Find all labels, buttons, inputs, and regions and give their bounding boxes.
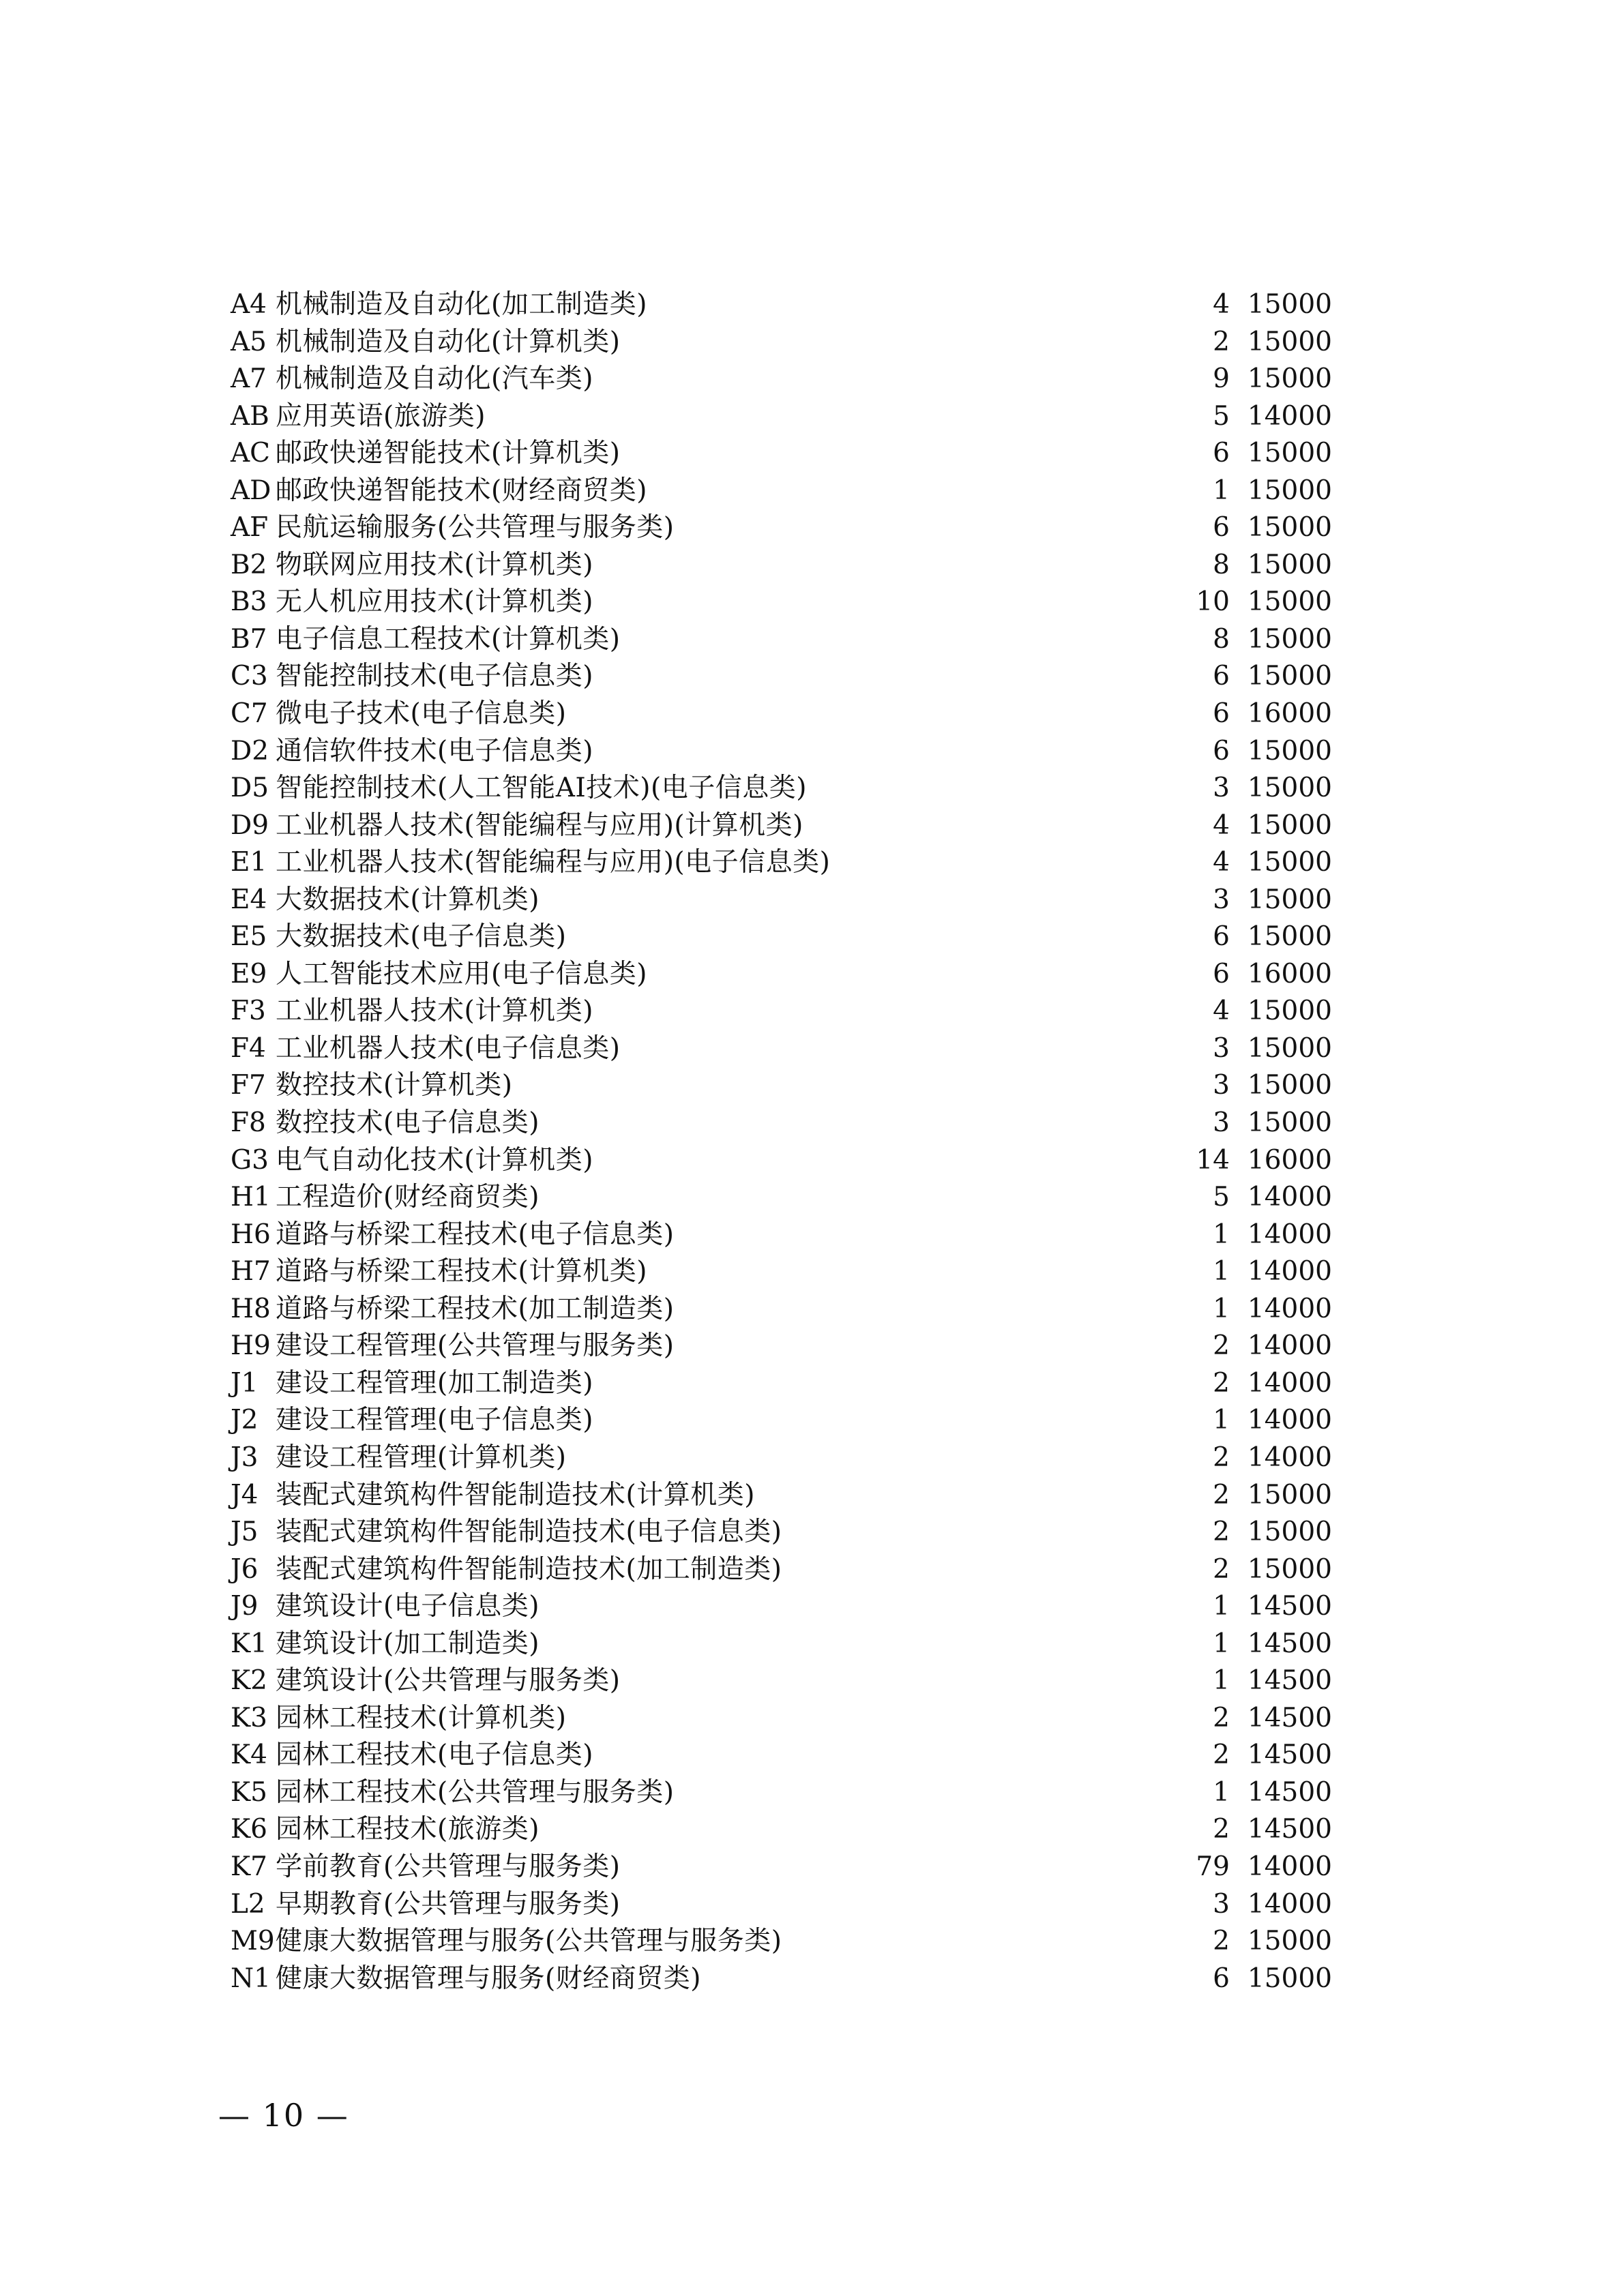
program-name: 建设工程管理(加工制造类) bbox=[276, 1367, 593, 1399]
program-name: 园林工程技术(计算机类) bbox=[276, 1702, 567, 1733]
program-code: B3 bbox=[231, 586, 267, 618]
enrollment-count: 5 bbox=[1213, 400, 1230, 432]
enrollment-count: 6 bbox=[1213, 512, 1230, 543]
program-name: 工业机器人技术(电子信息类) bbox=[276, 1032, 621, 1064]
program-code: AB bbox=[231, 400, 269, 432]
tuition-fee: 14000 bbox=[1247, 1330, 1332, 1362]
table-row bbox=[231, 1179, 1332, 1217]
program-name: 工业机器人技术(智能编程与应用)(电子信息类) bbox=[276, 847, 831, 878]
table-row bbox=[231, 398, 1332, 436]
tuition-fee: 15000 bbox=[1247, 586, 1332, 618]
table-row bbox=[231, 1700, 1332, 1738]
program-name: 园林工程技术(旅游类) bbox=[276, 1814, 540, 1845]
program-name: 道路与桥梁工程技术(计算机类) bbox=[276, 1256, 647, 1287]
program-code: AD bbox=[231, 475, 271, 506]
table-row bbox=[231, 807, 1332, 845]
program-code: N1 bbox=[231, 1963, 271, 1994]
table-row bbox=[231, 1514, 1332, 1551]
enrollment-count: 8 bbox=[1213, 623, 1230, 655]
table-row bbox=[231, 1588, 1332, 1626]
tuition-fee: 15000 bbox=[1247, 438, 1332, 469]
table-row bbox=[231, 733, 1332, 771]
tuition-fee: 15000 bbox=[1247, 1553, 1332, 1585]
tuition-fee: 15000 bbox=[1247, 809, 1332, 841]
program-name: 工程造价(财经商贸类) bbox=[276, 1182, 540, 1213]
table-row bbox=[231, 286, 1332, 324]
table-row bbox=[231, 993, 1332, 1030]
program-code: J6 bbox=[231, 1553, 259, 1585]
enrollment-count: 8 bbox=[1213, 549, 1230, 580]
program-name: 建设工程管理(电子信息类) bbox=[276, 1405, 593, 1436]
enrollment-count: 2 bbox=[1213, 1330, 1230, 1362]
table-row bbox=[231, 621, 1332, 659]
tuition-fee: 14500 bbox=[1247, 1740, 1332, 1771]
enrollment-count: 6 bbox=[1213, 1963, 1230, 1994]
program-code: J4 bbox=[231, 1479, 259, 1510]
program-name: 建设工程管理(计算机类) bbox=[276, 1442, 567, 1473]
tuition-fee: 14000 bbox=[1247, 400, 1332, 432]
table-row bbox=[231, 361, 1332, 398]
program-name: 无人机应用技术(计算机类) bbox=[276, 586, 593, 618]
enrollment-count: 6 bbox=[1213, 438, 1230, 469]
tuition-fee: 14000 bbox=[1247, 1442, 1332, 1473]
program-code: M9 bbox=[231, 1926, 275, 1957]
tuition-fee: 16000 bbox=[1247, 958, 1332, 989]
tuition-fee: 14500 bbox=[1247, 1776, 1332, 1808]
table-row bbox=[231, 658, 1332, 696]
program-name: 园林工程技术(电子信息类) bbox=[276, 1740, 593, 1771]
enrollment-count: 3 bbox=[1213, 1032, 1230, 1064]
tuition-fee: 14000 bbox=[1247, 1219, 1332, 1250]
tuition-fee: 15000 bbox=[1247, 326, 1332, 357]
program-name: 微电子技术(电子信息类) bbox=[276, 698, 567, 730]
program-name: 建设工程管理(公共管理与服务类) bbox=[276, 1330, 675, 1362]
table-row bbox=[231, 1365, 1332, 1403]
program-code: K2 bbox=[231, 1665, 267, 1697]
tuition-fee: 14500 bbox=[1247, 1702, 1332, 1733]
enrollment-count: 4 bbox=[1213, 996, 1230, 1027]
tuition-fee: 15000 bbox=[1247, 1107, 1332, 1139]
enrollment-count: 2 bbox=[1213, 326, 1230, 357]
program-name: 工业机器人技术(智能编程与应用)(计算机类) bbox=[276, 809, 803, 841]
program-code: A7 bbox=[231, 363, 267, 395]
table-row bbox=[231, 324, 1332, 361]
enrollment-count: 2 bbox=[1213, 1740, 1230, 1771]
program-code: J3 bbox=[231, 1442, 259, 1473]
program-code: G3 bbox=[231, 1144, 269, 1176]
enrollment-count: 6 bbox=[1213, 661, 1230, 692]
tuition-fee: 15000 bbox=[1247, 475, 1332, 506]
enrollment-count: 1 bbox=[1213, 475, 1230, 506]
tuition-fee: 14000 bbox=[1247, 1256, 1332, 1287]
enrollment-count: 6 bbox=[1213, 698, 1230, 730]
enrollment-count: 3 bbox=[1213, 884, 1230, 915]
program-code: E5 bbox=[231, 921, 267, 953]
tuition-fee: 14000 bbox=[1247, 1888, 1332, 1920]
tuition-fee: 14500 bbox=[1247, 1591, 1332, 1622]
program-name: 数控技术(电子信息类) bbox=[276, 1107, 540, 1139]
table-row bbox=[231, 1440, 1332, 1477]
program-code: B2 bbox=[231, 549, 267, 580]
program-code: E9 bbox=[231, 958, 267, 989]
table-row bbox=[231, 1328, 1332, 1365]
table-row bbox=[231, 1960, 1332, 1998]
enrollment-count: 2 bbox=[1213, 1442, 1230, 1473]
enrollment-count: 4 bbox=[1213, 289, 1230, 320]
program-code: L2 bbox=[231, 1888, 265, 1920]
tuition-fee: 14500 bbox=[1247, 1665, 1332, 1697]
program-name: 通信软件技术(电子信息类) bbox=[276, 735, 593, 766]
program-code: K5 bbox=[231, 1776, 267, 1808]
enrollment-count: 4 bbox=[1213, 847, 1230, 878]
program-code: F3 bbox=[231, 996, 266, 1027]
table-row bbox=[231, 1253, 1332, 1291]
program-name: 工业机器人技术(计算机类) bbox=[276, 996, 593, 1027]
tuition-fee: 15000 bbox=[1247, 773, 1332, 804]
table-row bbox=[231, 1811, 1332, 1849]
tuition-fee: 15000 bbox=[1247, 623, 1332, 655]
table-row bbox=[231, 1737, 1332, 1774]
program-name: 道路与桥梁工程技术(加工制造类) bbox=[276, 1293, 675, 1324]
program-code: F8 bbox=[231, 1107, 266, 1139]
program-name: 大数据技术(计算机类) bbox=[276, 884, 540, 915]
table-row bbox=[231, 919, 1332, 956]
tuition-fee: 14000 bbox=[1247, 1293, 1332, 1324]
tuition-fee: 15000 bbox=[1247, 884, 1332, 915]
program-name: 建筑设计(公共管理与服务类) bbox=[276, 1665, 621, 1697]
table-row bbox=[231, 1626, 1332, 1663]
tuition-fee: 14000 bbox=[1247, 1851, 1332, 1882]
program-name: 装配式建筑构件智能制造技术(加工制造类) bbox=[276, 1553, 782, 1585]
table-row bbox=[231, 956, 1332, 994]
program-name: 智能控制技术(电子信息类) bbox=[276, 661, 593, 692]
tuition-fee: 15000 bbox=[1247, 1963, 1332, 1994]
table-row bbox=[231, 1105, 1332, 1142]
program-list bbox=[231, 286, 1332, 1997]
program-name: 民航运输服务(公共管理与服务类) bbox=[276, 512, 675, 543]
enrollment-count: 1 bbox=[1213, 1776, 1230, 1808]
enrollment-count: 10 bbox=[1196, 586, 1230, 618]
program-code: A5 bbox=[231, 326, 267, 357]
table-row bbox=[231, 1067, 1332, 1105]
table-row bbox=[231, 770, 1332, 807]
table-row bbox=[231, 844, 1332, 882]
tuition-fee: 15000 bbox=[1247, 996, 1332, 1027]
tuition-fee: 15000 bbox=[1247, 512, 1332, 543]
tuition-fee: 16000 bbox=[1247, 698, 1332, 730]
enrollment-count: 2 bbox=[1213, 1517, 1230, 1548]
enrollment-count: 6 bbox=[1213, 958, 1230, 989]
enrollment-count: 1 bbox=[1213, 1591, 1230, 1622]
program-name: 物联网应用技术(计算机类) bbox=[276, 549, 593, 580]
tuition-fee: 14500 bbox=[1247, 1814, 1332, 1845]
program-name: 机械制造及自动化(加工制造类) bbox=[276, 289, 647, 320]
table-row bbox=[231, 1663, 1332, 1700]
enrollment-count: 1 bbox=[1213, 1665, 1230, 1697]
program-name: 电气自动化技术(计算机类) bbox=[276, 1144, 593, 1176]
program-code: H7 bbox=[231, 1256, 271, 1287]
program-code: J2 bbox=[231, 1405, 259, 1436]
program-name: 电子信息工程技术(计算机类) bbox=[276, 623, 621, 655]
tuition-fee: 15000 bbox=[1247, 921, 1332, 953]
enrollment-count: 2 bbox=[1213, 1367, 1230, 1399]
enrollment-count: 1 bbox=[1213, 1293, 1230, 1324]
program-code: K7 bbox=[231, 1851, 267, 1882]
table-row bbox=[231, 509, 1332, 547]
tuition-fee: 15000 bbox=[1247, 1517, 1332, 1548]
page-number: — 10 — bbox=[218, 2097, 349, 2134]
table-row bbox=[231, 1886, 1332, 1924]
program-code: D2 bbox=[231, 735, 269, 766]
table-row bbox=[231, 1923, 1332, 1960]
tuition-fee: 15000 bbox=[1247, 1032, 1332, 1064]
enrollment-count: 5 bbox=[1213, 1182, 1230, 1213]
enrollment-count: 14 bbox=[1196, 1144, 1230, 1176]
enrollment-count: 6 bbox=[1213, 921, 1230, 953]
enrollment-count: 3 bbox=[1213, 1070, 1230, 1101]
program-name: 装配式建筑构件智能制造技术(电子信息类) bbox=[276, 1517, 782, 1548]
program-code: H6 bbox=[231, 1219, 271, 1250]
program-code: K6 bbox=[231, 1814, 267, 1845]
program-code: AF bbox=[231, 512, 269, 543]
program-code: K4 bbox=[231, 1740, 267, 1771]
program-name: 邮政快递智能技术(财经商贸类) bbox=[276, 475, 647, 506]
enrollment-count: 79 bbox=[1196, 1851, 1230, 1882]
table-row bbox=[231, 1217, 1332, 1254]
table-row bbox=[231, 1030, 1332, 1068]
program-code: H9 bbox=[231, 1330, 271, 1362]
program-code: H8 bbox=[231, 1293, 271, 1324]
program-code: D9 bbox=[231, 809, 269, 841]
tuition-fee: 15000 bbox=[1247, 1926, 1332, 1957]
program-name: 机械制造及自动化(计算机类) bbox=[276, 326, 621, 357]
program-code: J1 bbox=[231, 1367, 259, 1399]
enrollment-count: 2 bbox=[1213, 1814, 1230, 1845]
program-name: 健康大数据管理与服务(财经商贸类) bbox=[276, 1963, 701, 1994]
enrollment-count: 4 bbox=[1213, 809, 1230, 841]
tuition-fee: 14000 bbox=[1247, 1405, 1332, 1436]
program-code: F7 bbox=[231, 1070, 266, 1101]
table-row bbox=[231, 696, 1332, 733]
table-row bbox=[231, 1291, 1332, 1328]
enrollment-count: 2 bbox=[1213, 1702, 1230, 1733]
program-name: 道路与桥梁工程技术(电子信息类) bbox=[276, 1219, 675, 1250]
program-code: J5 bbox=[231, 1517, 259, 1548]
program-code: A4 bbox=[231, 289, 267, 320]
enrollment-count: 1 bbox=[1213, 1405, 1230, 1436]
table-row bbox=[231, 1849, 1332, 1886]
program-name: 邮政快递智能技术(计算机类) bbox=[276, 438, 621, 469]
table-row bbox=[231, 1142, 1332, 1180]
tuition-fee: 15000 bbox=[1247, 847, 1332, 878]
table-row bbox=[231, 1477, 1332, 1515]
tuition-fee: 14500 bbox=[1247, 1628, 1332, 1659]
enrollment-count: 3 bbox=[1213, 1888, 1230, 1920]
table-row bbox=[231, 1551, 1332, 1589]
table-row bbox=[231, 547, 1332, 584]
table-row bbox=[231, 882, 1332, 919]
program-name: 机械制造及自动化(汽车类) bbox=[276, 363, 593, 395]
program-code: H1 bbox=[231, 1182, 271, 1213]
program-code: K3 bbox=[231, 1702, 267, 1733]
tuition-fee: 14000 bbox=[1247, 1182, 1332, 1213]
enrollment-count: 1 bbox=[1213, 1219, 1230, 1250]
program-name: 建筑设计(加工制造类) bbox=[276, 1628, 540, 1659]
program-name: 健康大数据管理与服务(公共管理与服务类) bbox=[276, 1926, 782, 1957]
tuition-fee: 15000 bbox=[1247, 363, 1332, 395]
program-code: E1 bbox=[231, 847, 267, 878]
program-code: D5 bbox=[231, 773, 269, 804]
enrollment-count: 1 bbox=[1213, 1256, 1230, 1287]
table-row bbox=[231, 1402, 1332, 1440]
enrollment-count: 2 bbox=[1213, 1926, 1230, 1957]
enrollment-count: 1 bbox=[1213, 1628, 1230, 1659]
program-name: 人工智能技术应用(电子信息类) bbox=[276, 958, 647, 989]
enrollment-count: 3 bbox=[1213, 1107, 1230, 1139]
tuition-fee: 15000 bbox=[1247, 1070, 1332, 1101]
table-row bbox=[231, 435, 1332, 473]
program-code: F4 bbox=[231, 1032, 266, 1064]
program-code: K1 bbox=[231, 1628, 267, 1659]
tuition-fee: 16000 bbox=[1247, 1144, 1332, 1176]
tuition-fee: 15000 bbox=[1247, 1479, 1332, 1510]
program-name: 大数据技术(电子信息类) bbox=[276, 921, 567, 953]
program-name: 学前教育(公共管理与服务类) bbox=[276, 1851, 621, 1882]
tuition-fee: 15000 bbox=[1247, 549, 1332, 580]
enrollment-count: 9 bbox=[1213, 363, 1230, 395]
program-code: B7 bbox=[231, 623, 267, 655]
program-name: 应用英语(旅游类) bbox=[276, 400, 486, 432]
table-row bbox=[231, 473, 1332, 510]
tuition-fee: 15000 bbox=[1247, 289, 1332, 320]
program-code: AC bbox=[231, 438, 271, 469]
tuition-fee: 14000 bbox=[1247, 1367, 1332, 1399]
program-name: 建筑设计(电子信息类) bbox=[276, 1591, 540, 1622]
program-code: C7 bbox=[231, 698, 268, 730]
program-name: 数控技术(计算机类) bbox=[276, 1070, 513, 1101]
program-name: 装配式建筑构件智能制造技术(计算机类) bbox=[276, 1479, 755, 1510]
table-row bbox=[231, 1774, 1332, 1812]
program-name: 智能控制技术(人工智能AI技术)(电子信息类) bbox=[276, 773, 807, 804]
program-code: C3 bbox=[231, 661, 268, 692]
tuition-fee: 15000 bbox=[1247, 661, 1332, 692]
program-code: E4 bbox=[231, 884, 267, 915]
program-name: 园林工程技术(公共管理与服务类) bbox=[276, 1776, 675, 1808]
enrollment-count: 2 bbox=[1213, 1553, 1230, 1585]
enrollment-count: 6 bbox=[1213, 735, 1230, 766]
tuition-fee: 15000 bbox=[1247, 735, 1332, 766]
enrollment-count: 3 bbox=[1213, 773, 1230, 804]
enrollment-count: 2 bbox=[1213, 1479, 1230, 1510]
program-name: 早期教育(公共管理与服务类) bbox=[276, 1888, 621, 1920]
table-row bbox=[231, 584, 1332, 621]
program-code: J9 bbox=[231, 1591, 259, 1622]
